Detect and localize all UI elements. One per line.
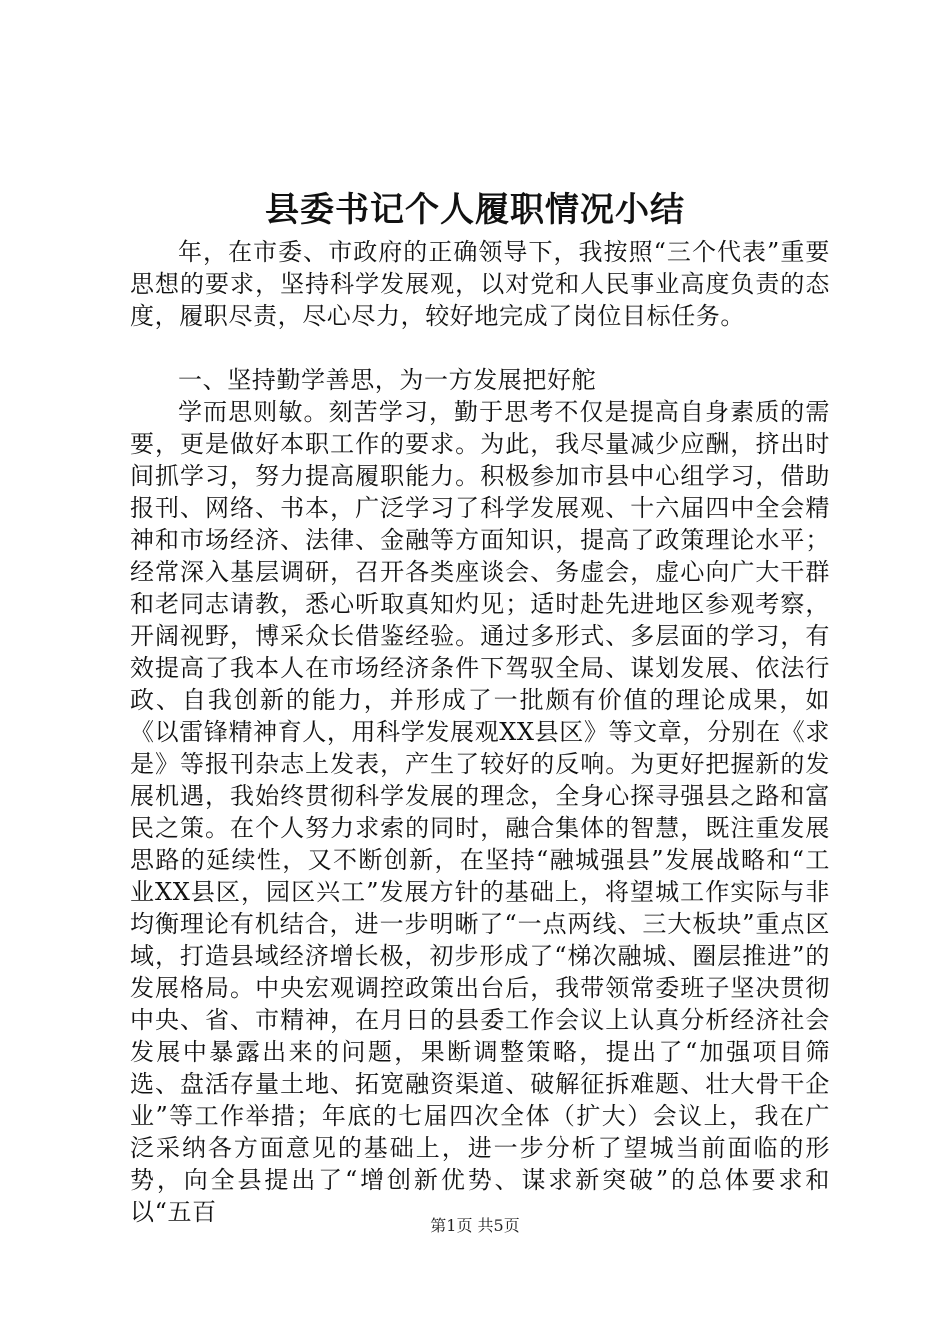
section-paragraph: 学而思则敏。刻苦学习，勤于思考不仅是提高自身素质的需要，更是做好本职工作的要求。为此，我尽量减少应酬，挤出时间抓学习，努力提高履职能力。积极参加市县中心组学习，借助报刊、网络、书本，广泛学习了科学发展观、十六届四中全会精神和市场经济、法律、金融等方面知识，提高了政策理论水平；经常深入基层调研，召开各类座谈会、务虚会，虚心向广大干群和老同志请教，悉心听取真知灼见；适时赴先进地区参观考察，开阔视野，博采众长借鉴经验。通过多形式、多层面的学习，有效提高了我本人在市场经济条件下驾驭全局、谋划发展、依法行政、自我创新的能力，并形成了一批颇有价值的理论成果，如《以雷锋精神育人，用科学发展观XX县区》等文章，分别在《求是》等报刊杂志上发表，产生了较好的反响。为更好把握新的发展机遇，我始终贯彻科学发展的理念，全身心探寻强县之路和富民之策。在个人努力求索的同时，融合集体的智慧，既注重发展思路的延续性，又不断创新，在坚持“融城强县”发展战略和“工业XX县区，园区兴工”发展方针的基础上，将望城工作实际与非均衡理论有机结合，进一步明晰了“一点两线、三大板块”重点区域，打造县域经济增长极，初步形成了“梯次融城、圈层推进”的发展格局。中央宏观调控政策出台后，我带领常委班子坚决贯彻中央、省、市精神，在月日的县委工作会议上认真分析经济社会发展中暴露出来的问题，果断调整策略，提出了“加强项目筛选、盘活存量土地、拓宽融资渠道、破解征拆难题、壮大骨干企业”等工作举措；年底的七届四次全体（扩大）会议上，我在广泛采纳各方面意见的基础上，进一步分析了望城当前面临的形势，向全县提出了“增创新优势、谋求新突破”的总体要求和以“五百 xyxy=(130,398,830,1226)
document-body xyxy=(130,236,830,1228)
intro-paragraph: 年，在市委、市政府的正确领导下，我按照“三个代表”重要思想的要求，坚持科学发展观，以对党和人民事业高度负责的态度，履职尽责，尽心尽力，较好地完成了岗位目标任务。 xyxy=(130,238,830,330)
document-title: 县委书记个人履职情况小结 xyxy=(265,190,685,230)
section-heading: 一、坚持勤学善思，为一方发展把好舵 xyxy=(178,366,597,394)
page-footer: 第1页 共5页 xyxy=(430,1216,520,1235)
